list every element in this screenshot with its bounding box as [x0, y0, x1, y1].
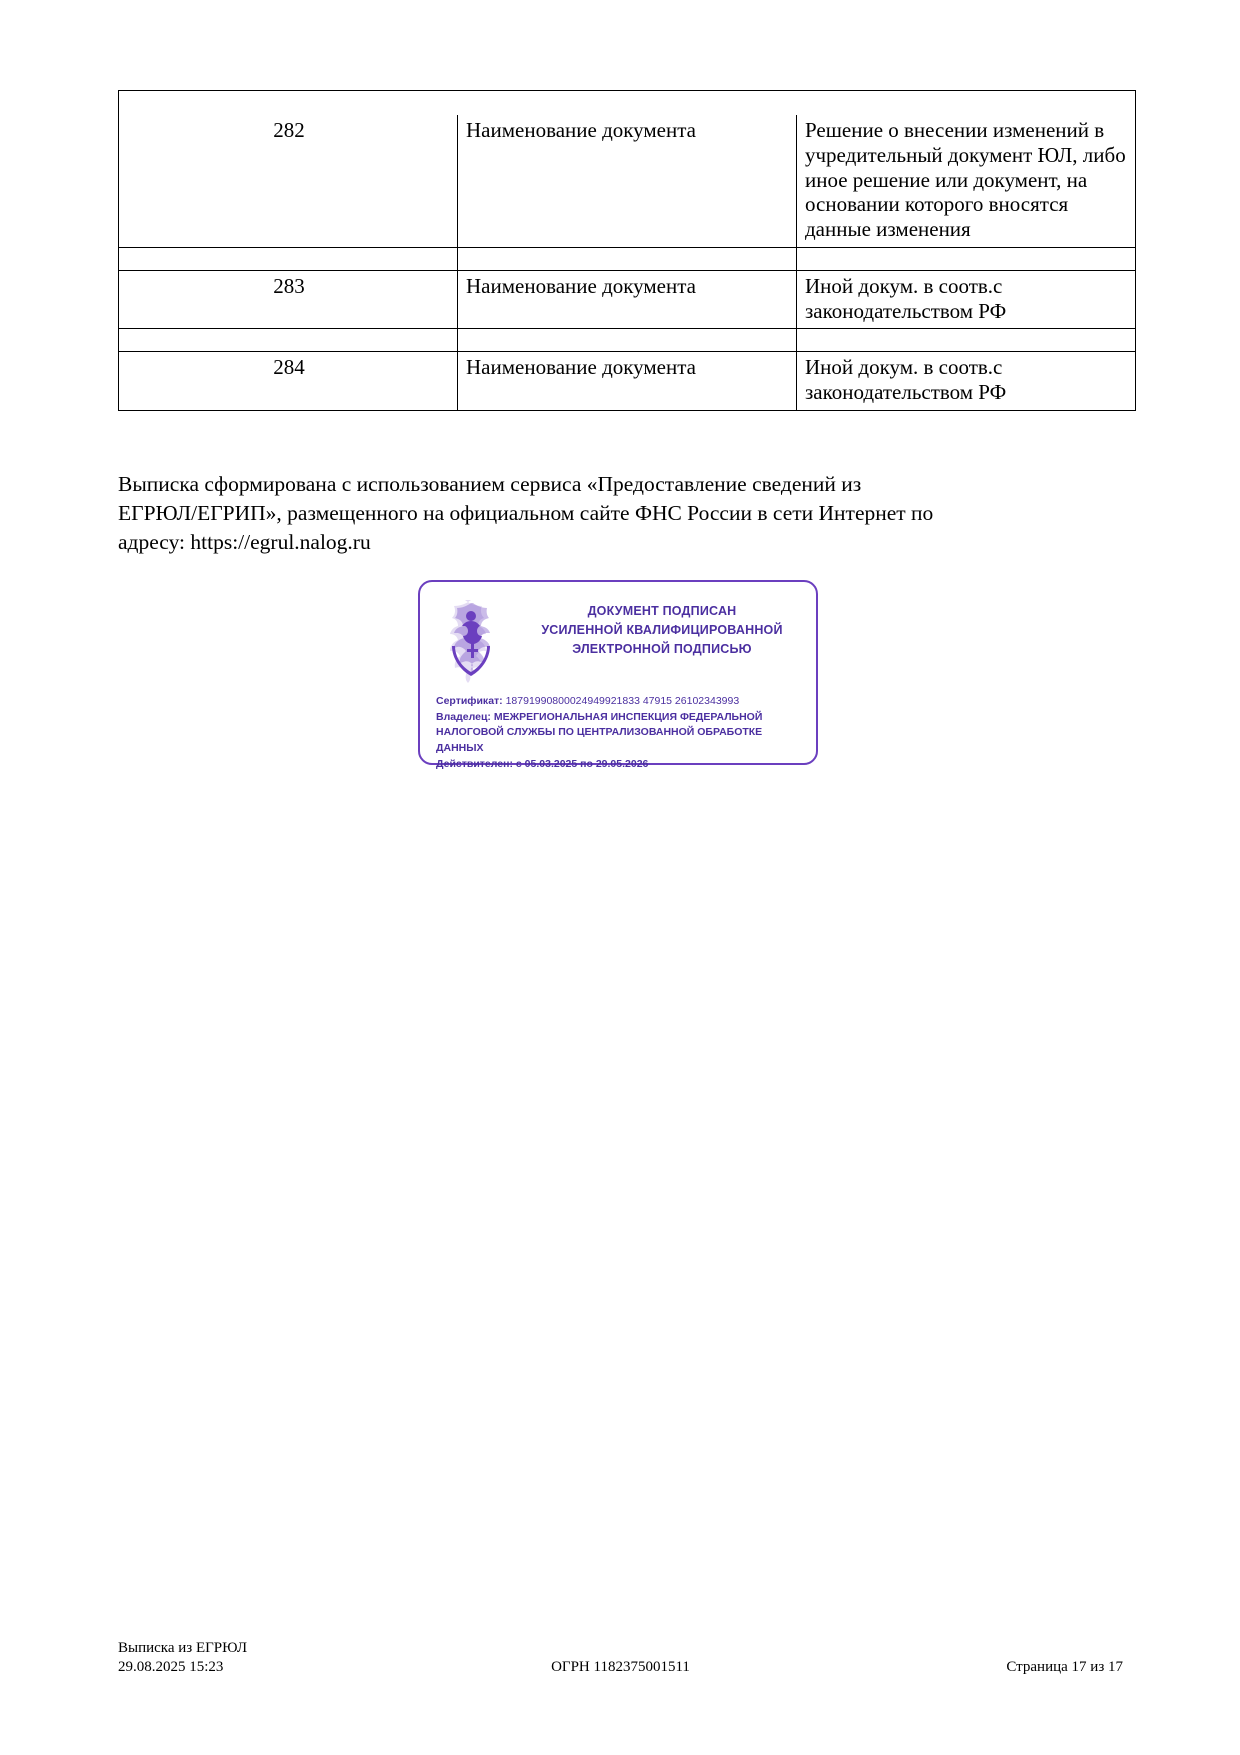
- table-row: [119, 115, 1136, 247]
- row-label: Наименование документа: [458, 115, 797, 247]
- footer-ogrn: ОГРН 1182375001511: [551, 1659, 690, 1675]
- service-note-line-3: адресу: https://egrul.nalog.ru: [118, 530, 371, 555]
- spacer-cell-number: [119, 329, 458, 352]
- spacer-cell-number: [119, 247, 458, 270]
- row-number: 284: [119, 352, 458, 411]
- service-note: [118, 470, 1136, 557]
- service-note-line-1: Выписка сформирована с использованием сервиса «Предоставление сведений из: [118, 472, 862, 496]
- table-row: [119, 352, 1136, 411]
- certificate-line: [436, 694, 804, 709]
- spacer-cell-label: [458, 329, 797, 352]
- owner-value: МЕЖРЕГИОНАЛЬНАЯ ИНСПЕКЦИЯ ФЕДЕРАЛЬНОЙ НАЛОГОВОЙ СЛУЖБЫ ПО ЦЕНТРАЛИЗОВАННОЙ ОБРАБОТКЕ ДАННЫХ: [436, 711, 763, 754]
- row-value: Иной докум. в соотв.с законодательством РФ: [797, 352, 1136, 411]
- row-number: 282: [119, 115, 458, 247]
- footer-row: [118, 1659, 1123, 1679]
- validity-label: Действителен:: [436, 757, 513, 770]
- table-spacer-row: [119, 329, 1136, 352]
- footer-page-number: Страница 17 из 17: [1006, 1659, 1123, 1675]
- row-label: Наименование документа: [458, 270, 797, 329]
- spacer-cell-label: [458, 247, 797, 270]
- certificate-value: 18791990800024949921833 47915 26102343993: [505, 695, 740, 707]
- coat-of-arms-icon: [432, 596, 510, 688]
- documents-table: [118, 90, 1136, 411]
- table-top-strip-cell: [119, 91, 1136, 116]
- table-top-strip: [119, 91, 1136, 116]
- stamp-title-line-1: ДОКУМЕНТ ПОДПИСАН: [587, 604, 737, 618]
- owner-label: Владелец:: [436, 711, 491, 724]
- row-value: Решение о внесении изменений в учредительный документ ЮЛ, либо иное решение или документ, на основании которого вносятся данные изменения: [797, 115, 1136, 247]
- stamp-title-line-3: ЭЛЕКТРОННОЙ ПОДПИСЬЮ: [572, 641, 752, 656]
- owner-line: [436, 710, 804, 756]
- row-label: Наименование документа: [458, 352, 797, 411]
- validity-line: [436, 757, 804, 772]
- footer-timestamp: 29.08.2025 15:23: [118, 1659, 224, 1675]
- table-row: [119, 270, 1136, 329]
- validity-value: с 05.03.2025 по 29.05.2026: [515, 757, 649, 770]
- spacer-cell-value: [797, 329, 1136, 352]
- row-number: 283: [119, 270, 458, 329]
- page-footer: [118, 1640, 1123, 1679]
- spacer-cell-value: [797, 247, 1136, 270]
- table-spacer-row: [119, 247, 1136, 270]
- electronic-signature-stamp: [418, 580, 818, 770]
- stamp-details: [436, 694, 804, 773]
- certificate-label: Сертификат:: [436, 695, 503, 707]
- service-note-line-2: ЕГРЮЛ/ЕГРИП», размещенного на официальном сайте ФНС России в сети Интернет по: [118, 501, 934, 526]
- row-value: Иной докум. в соотв.с законодательством РФ: [797, 270, 1136, 329]
- stamp-title-line-2: УСИЛЕННОЙ КВАЛИФИЦИРОВАННОЙ: [541, 622, 783, 637]
- footer-document-title: Выписка из ЕГРЮЛ: [118, 1640, 247, 1656]
- stamp-title: [516, 602, 808, 658]
